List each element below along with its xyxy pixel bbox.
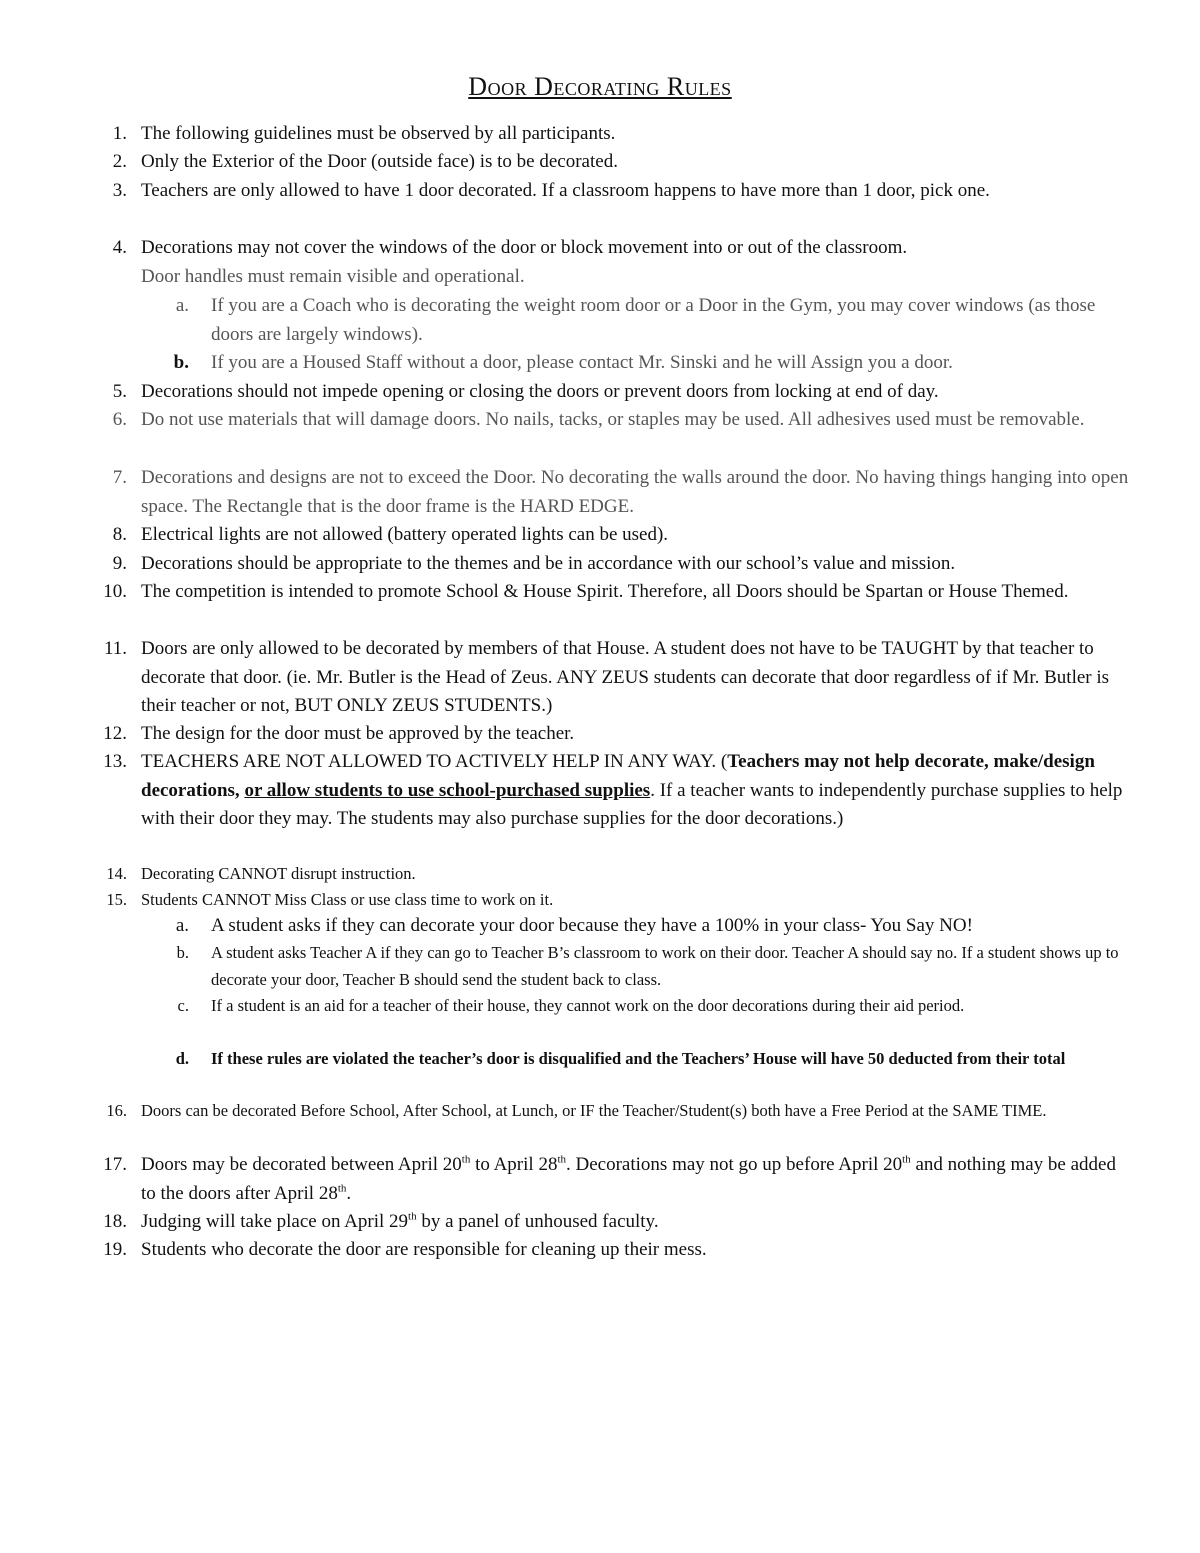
list-subitem: d. If these rules are violated the teacher’s door is disqualified and the Teachers’ House will have 50 deducted from their total xyxy=(175,1049,1066,1068)
list-subitem: b. A student asks Teacher A if they can go to Teacher B’s classroom to work on their door. Teacher A should say no. If a student shows up to decorate your door, Teacher B should send the student back to class. xyxy=(176,943,1119,989)
list-item: 12. The design for the door must be approved by the teacher. xyxy=(103,723,575,744)
list-subitem: c. If a student is an aid for a teacher of their house, they cannot work on the door decorations during their aid period. xyxy=(177,996,965,1015)
list-item: 16. Doors can be decorated Before School, After School, at Lunch, or IF the Teacher/Student(s) both have a Free Period at the SAME TIME. xyxy=(106,1101,1047,1120)
list-item: 8. Electrical lights are not allowed (battery operated lights can be used). xyxy=(112,524,669,545)
list-subitem: a. If you are a Coach who is decorating the weight room door or a Door in the Gym, you may cover windows (as those doors are largely windows). xyxy=(175,295,1096,345)
list-item: 9. Decorations should be appropriate to the themes and be in accordance with our school’s value and mission. xyxy=(112,553,956,574)
list-item: 13. TEACHERS ARE NOT ALLOWED TO ACTIVELY HELP IN ANY WAY. (Teachers may not help decorate, make/design decorations, or allow students to use school-purchased supplies. If a teacher wants to independently purchase supplies to help with their door they may. The students may also purchase supplies for the door decorations.) xyxy=(103,751,1123,829)
list-item: 1. The following guidelines must be observed by all participants. xyxy=(112,123,616,144)
list-subitem: b. If you are a Housed Staff without a door, please contact Mr. Sinski and he will Assign you a door. xyxy=(173,352,953,373)
list-item: 10. The competition is intended to promote School & House Spirit. Therefore, all Doors should be Spartan or House Themed. xyxy=(103,581,1069,602)
list-item: 14. Decorating CANNOT disrupt instruction. xyxy=(106,864,416,883)
list-item: 4. Decorations may not cover the windows of the door or block movement into or out of the classroom. Door handles must remain visible and operational. xyxy=(112,237,908,287)
page-title: Door Decorating Rules xyxy=(468,72,732,101)
list-item: 7. Decorations and designs are not to exceed the Door. No decorating the walls around the door. No having things hanging into open space. The Rectangle that is the door frame is the HARD EDGE. xyxy=(112,467,1129,517)
list-subitem: a. A student asks if they can decorate your door because they have a 100% in your class- You Say NO! xyxy=(175,915,973,936)
list-item: 3. Teachers are only allowed to have 1 door decorated. If a classroom happens to have more than 1 door, pick one. xyxy=(112,180,990,201)
list-item: 18. Judging will take place on April 29th by a panel of unhoused faculty. xyxy=(103,1210,659,1232)
list-item: 15. Students CANNOT Miss Class or use class time to work on it. xyxy=(106,890,554,909)
list-item: 19. Students who decorate the door are responsible for cleaning up their mess. xyxy=(103,1239,707,1260)
list-item: 11. Doors are only allowed to be decorated by members of that House. A student does not have to be TAUGHT by that teacher to decorate that door. (ie. Mr. Butler is the Head of Zeus. ANY ZEUS students can decorate that door regardless of if Mr. Butler is their teacher or not, BUT ONLY ZEUS STUDENTS.) xyxy=(103,638,1110,716)
list-item: 6. Do not use materials that will damage doors. No nails, tacks, or staples may be used. All adhesives used must be removable. xyxy=(112,409,1085,430)
list-item: 2. Only the Exterior of the Door (outside face) is to be decorated. xyxy=(112,151,618,172)
list-item: 17. Doors may be decorated between April 20th to April 28th. Decorations may not go up before April 20th and nothing may be added to the doors after April 28th. xyxy=(103,1153,1116,1204)
list-item: 5. Decorations should not impede opening or closing the doors or prevent doors from locking at end of day. xyxy=(112,381,939,402)
